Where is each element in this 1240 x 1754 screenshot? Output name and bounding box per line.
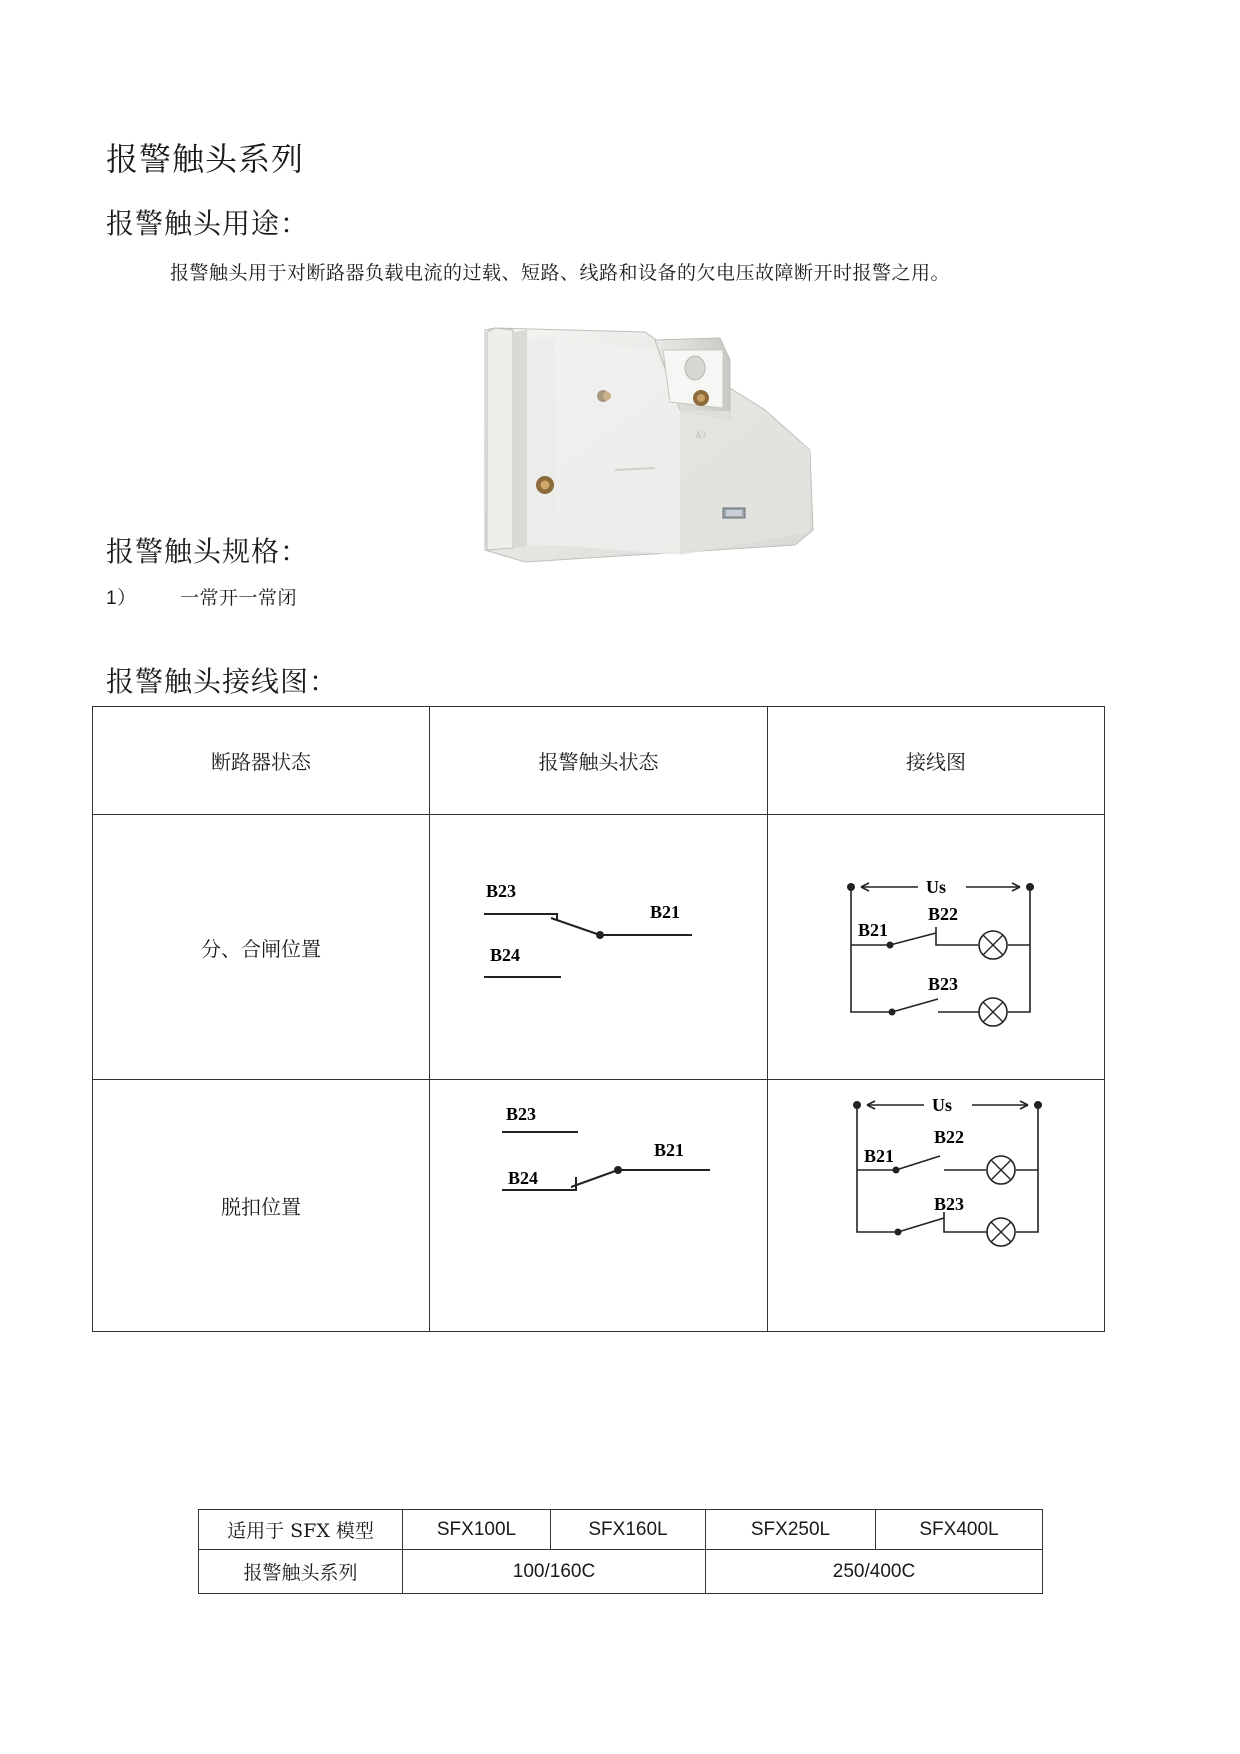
model-row-label: 适用于 SFX 模型 <box>199 1510 403 1550</box>
header-breaker-state: 断路器状态 <box>93 707 430 815</box>
model-sfx100l: SFX100L <box>403 1510 551 1550</box>
series-250-400c: 250/400C <box>706 1550 1043 1594</box>
model-sfx400l: SFX400L <box>876 1510 1043 1550</box>
usage-text: 报警触头用于对断路器负载电流的过载、短路、线路和设备的欠电压故障断开时报警之用。 <box>170 262 951 284</box>
row2-label-b21: B21 <box>654 1140 685 1160</box>
row1-label-circuit-b23: B23 <box>928 974 959 994</box>
row1-state: 分、合闸位置 <box>93 815 430 1080</box>
page-title: 报警触头系列 <box>106 140 305 178</box>
row2-label-b24: B24 <box>508 1168 539 1188</box>
model-table <box>198 1509 1043 1594</box>
wiring-table <box>92 706 1105 1332</box>
row1-label-circuit-b22: B22 <box>928 904 959 924</box>
svg-text:A3: A3 <box>695 430 706 440</box>
row1-label-b23: B23 <box>486 881 517 901</box>
row2-label-circuit-b23: B23 <box>934 1194 965 1214</box>
wiring-heading: 报警触头接线图： <box>106 665 339 698</box>
model-sfx160l: SFX160L <box>551 1510 706 1550</box>
spec-item-text: 一常开一常闭 <box>180 587 298 609</box>
row2-contact-diagram <box>430 1080 768 1332</box>
row1-circuit-diagram <box>768 815 1105 1080</box>
spec-heading: 报警触头规格： <box>106 535 310 568</box>
header-wiring-diagram: 接线图 <box>768 707 1105 815</box>
row2-label-circuit-b22: B22 <box>934 1127 965 1147</box>
row1-label-b24: B24 <box>490 945 521 965</box>
row2-label-circuit-b21: B21 <box>864 1146 895 1166</box>
row2-label-us: Us <box>932 1095 953 1115</box>
series-row-label: 报警触头系列 <box>199 1550 403 1594</box>
row1-label-b21: B21 <box>650 902 681 922</box>
row1-label-us: Us <box>926 877 947 897</box>
model-sfx250l: SFX250L <box>706 1510 876 1550</box>
series-100-160c: 100/160C <box>403 1550 706 1594</box>
spec-item-number: 1） <box>106 588 137 609</box>
header-contact-state: 报警触头状态 <box>430 707 768 815</box>
row1-label-circuit-b21: B21 <box>858 920 889 940</box>
row2-circuit-diagram <box>768 1080 1105 1332</box>
usage-heading: 报警触头用途： <box>106 207 310 240</box>
alarm-contact-product-photo <box>465 300 837 568</box>
row2-state: 脱扣位置 <box>93 1080 430 1332</box>
row1-contact-diagram <box>430 815 768 1080</box>
row2-label-b23: B23 <box>506 1104 537 1124</box>
